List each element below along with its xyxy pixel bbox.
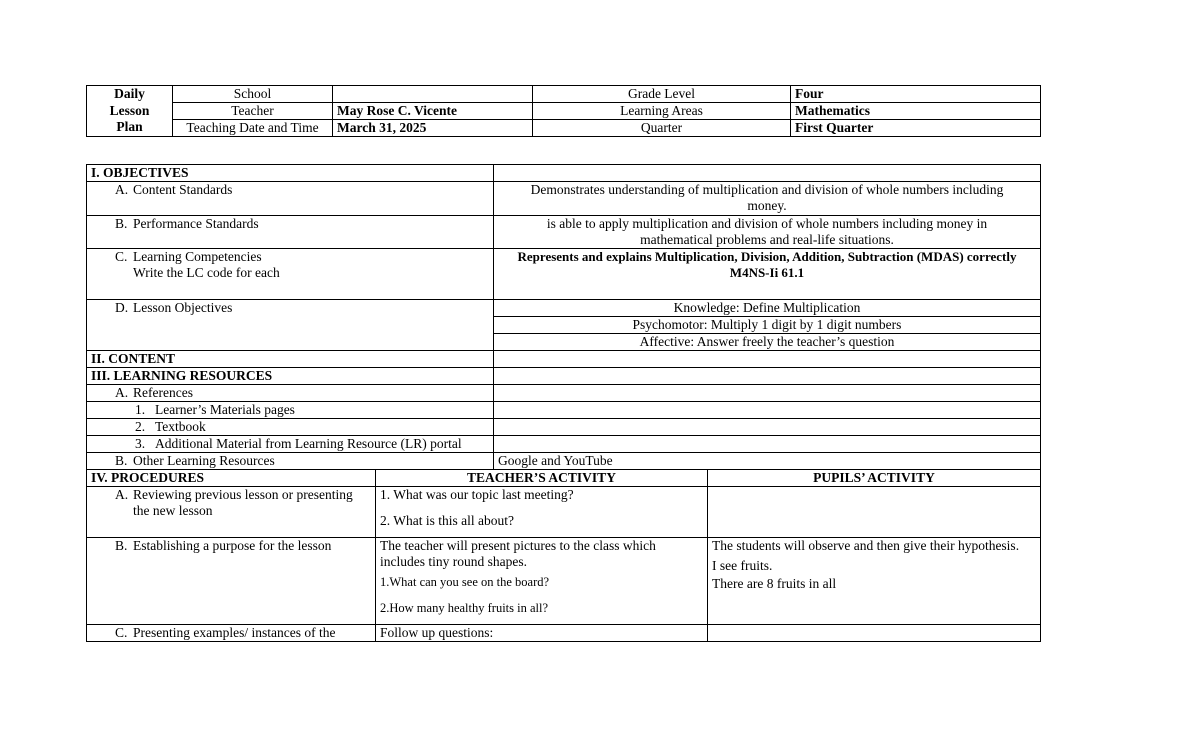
teacher-label: Teacher bbox=[173, 103, 333, 120]
resource-item-1-value bbox=[494, 402, 1041, 419]
resource-item-3-value bbox=[494, 436, 1041, 453]
grade-level-value: Four bbox=[791, 86, 1041, 103]
teacher-value: May Rose C. Vicente bbox=[333, 103, 533, 120]
performance-standards-value: is able to apply multiplication and division of whole numbers including money in mathematical problems and real-life situations. bbox=[494, 216, 1041, 249]
grade-level-label: Grade Level bbox=[533, 86, 791, 103]
procedure-c-label: C. Presenting examples/ instances of the bbox=[87, 625, 376, 642]
lc-code: M4NS-Ii 61.1 bbox=[729, 265, 805, 280]
learning-competencies-value: Represents and explains Multiplication, Division, Addition, Subtraction (MDAS) correctly M4NS-Ii 61.1 bbox=[494, 249, 1041, 300]
daily-lesson-plan-label: Daily Lesson Plan bbox=[87, 86, 173, 137]
resource-item-1: 1. Learner’s Materials pages bbox=[87, 402, 494, 419]
procedure-a-pupils bbox=[708, 487, 1041, 538]
objectives-title: I. OBJECTIVES bbox=[87, 165, 494, 182]
school-label: School bbox=[173, 86, 333, 103]
procedure-b-pupils: The students will observe and then give their hypothesis. I see fruits. There are 8 fruits in all bbox=[708, 538, 1041, 625]
quarter-value: First Quarter bbox=[791, 120, 1041, 137]
procedure-b-teacher: The teacher will present pictures to the class which includes tiny round shapes. 1.What can you see on the board? 2.How many healthy fruits in all? bbox=[376, 538, 708, 625]
objective-knowledge: Knowledge: Define Multiplication bbox=[494, 300, 1041, 317]
procedure-a-teacher: 1. What was our topic last meeting? 2. What is this all about? bbox=[376, 487, 708, 538]
other-resources-label: B. Other Learning Resources bbox=[87, 453, 494, 470]
teaching-date-label: Teaching Date and Time bbox=[173, 120, 333, 137]
content-standards-label: A. Content Standards bbox=[87, 182, 494, 216]
references-value bbox=[494, 385, 1041, 402]
lesson-plan-table bbox=[86, 164, 1041, 642]
procedure-a-label: A. Reviewing previous lesson or presenting the new lesson bbox=[87, 487, 376, 538]
learning-areas-value: Mathematics bbox=[791, 103, 1041, 120]
quarter-label: Quarter bbox=[533, 120, 791, 137]
teacher-activity-header: TEACHER’S ACTIVITY bbox=[376, 470, 708, 487]
objective-psychomotor: Psychomotor: Multiply 1 digit by 1 digit numbers bbox=[494, 317, 1041, 334]
content-title: II. CONTENT bbox=[87, 351, 494, 368]
header-table bbox=[86, 85, 1041, 137]
resource-item-2-value bbox=[494, 419, 1041, 436]
references-label: A. References bbox=[87, 385, 494, 402]
resource-item-2: 2. Textbook bbox=[87, 419, 494, 436]
content-standards-value: Demonstrates understanding of multiplication and division of whole numbers including money. bbox=[494, 182, 1041, 216]
resource-item-3: 3. Additional Material from Learning Resource (LR) portal bbox=[87, 436, 494, 453]
learning-resources-blank bbox=[494, 368, 1041, 385]
pupils-activity-header: PUPILS’ ACTIVITY bbox=[708, 470, 1041, 487]
learning-competencies-label: C. Learning Competencies Write the LC code for each bbox=[87, 249, 494, 300]
procedure-b-label: B. Establishing a purpose for the lesson bbox=[87, 538, 376, 625]
content-value bbox=[494, 351, 1041, 368]
lesson-objectives-label: D. Lesson Objectives bbox=[87, 300, 494, 351]
other-resources-value: Google and YouTube bbox=[494, 453, 1041, 470]
performance-standards-label: B. Performance Standards bbox=[87, 216, 494, 249]
learning-areas-label: Learning Areas bbox=[533, 103, 791, 120]
procedure-c-teacher: Follow up questions: bbox=[376, 625, 708, 642]
school-value bbox=[333, 86, 533, 103]
learning-resources-title: III. LEARNING RESOURCES bbox=[87, 368, 494, 385]
teaching-date-value: March 31, 2025 bbox=[333, 120, 533, 137]
procedures-title: IV. PROCEDURES bbox=[87, 470, 376, 487]
objective-affective: Affective: Answer freely the teacher’s question bbox=[494, 334, 1041, 351]
procedure-c-pupils bbox=[708, 625, 1041, 642]
objectives-blank bbox=[494, 165, 1041, 182]
